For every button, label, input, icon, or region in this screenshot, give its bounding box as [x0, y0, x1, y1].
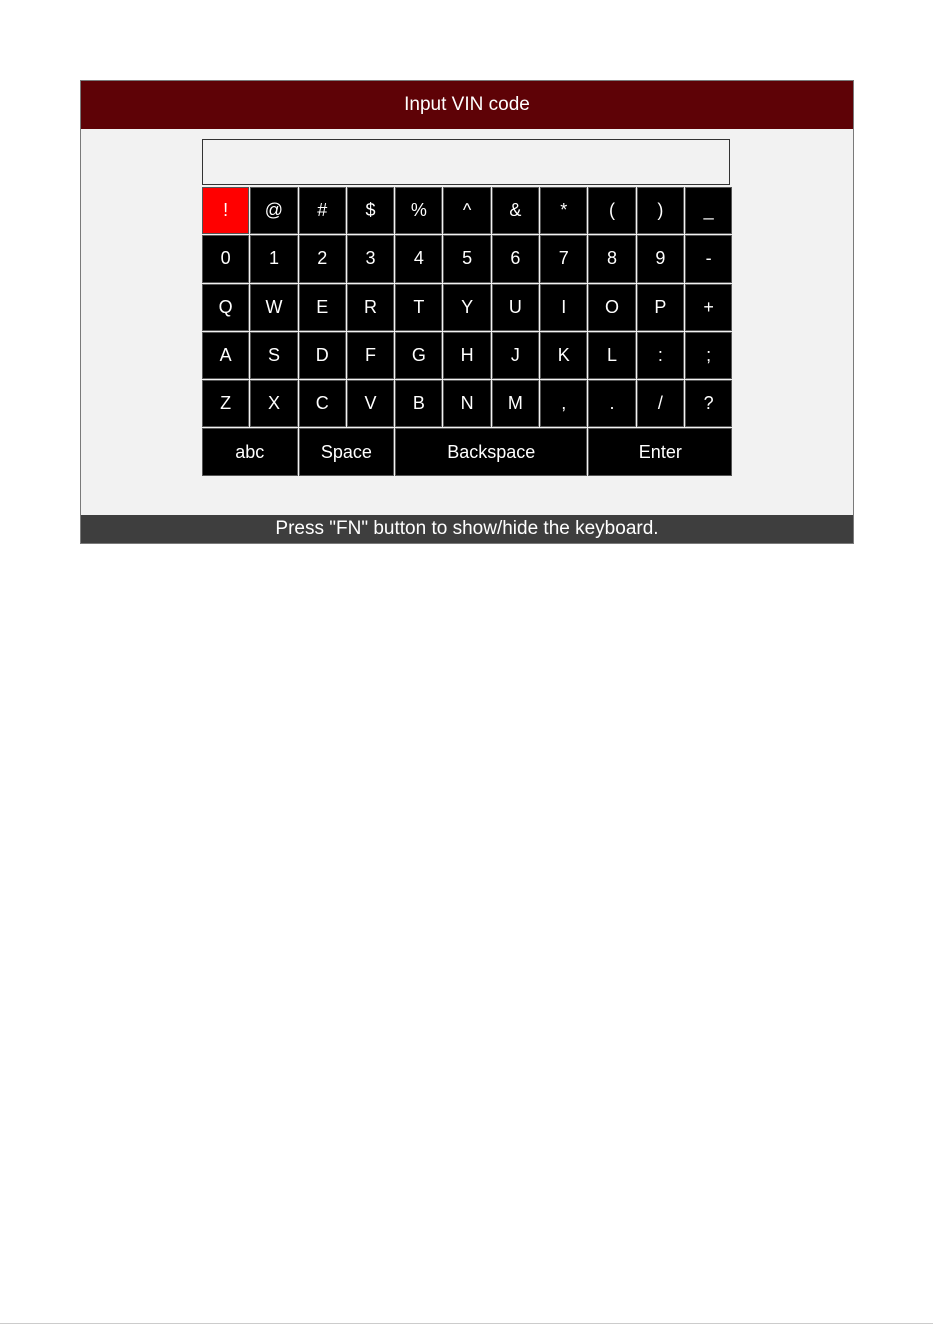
- key[interactable]: 5: [443, 235, 490, 282]
- key[interactable]: O: [588, 284, 635, 331]
- key[interactable]: 4: [395, 235, 442, 282]
- key[interactable]: S: [250, 332, 297, 379]
- key[interactable]: ?: [685, 380, 732, 427]
- status-hint: Press "FN" button to show/hide the keyboard.: [81, 515, 853, 543]
- key[interactable]: 9: [637, 235, 684, 282]
- key-abc[interactable]: abc: [202, 428, 298, 475]
- key[interactable]: 6: [492, 235, 539, 282]
- key[interactable]: +: [685, 284, 732, 331]
- key[interactable]: G: [395, 332, 442, 379]
- key[interactable]: (: [588, 187, 635, 234]
- key[interactable]: Y: [443, 284, 490, 331]
- key[interactable]: L: [588, 332, 635, 379]
- key[interactable]: Z: [202, 380, 249, 427]
- key[interactable]: U: [492, 284, 539, 331]
- key[interactable]: C: [299, 380, 346, 427]
- key[interactable]: 0: [202, 235, 249, 282]
- vin-input-dialog: [80, 80, 854, 544]
- key[interactable]: M: [492, 380, 539, 427]
- key[interactable]: D: [299, 332, 346, 379]
- key[interactable]: -: [685, 235, 732, 282]
- vin-input-field[interactable]: [202, 139, 730, 185]
- key[interactable]: 1: [250, 235, 297, 282]
- key[interactable]: A: [202, 332, 249, 379]
- key[interactable]: T: [395, 284, 442, 331]
- key[interactable]: ^: [443, 187, 490, 234]
- key[interactable]: H: [443, 332, 490, 379]
- key[interactable]: _: [685, 187, 732, 234]
- key[interactable]: 8: [588, 235, 635, 282]
- key[interactable]: $: [347, 187, 394, 234]
- key[interactable]: X: [250, 380, 297, 427]
- key[interactable]: ;: [685, 332, 732, 379]
- key[interactable]: .: [588, 380, 635, 427]
- key[interactable]: B: [395, 380, 442, 427]
- on-screen-keyboard: [202, 187, 733, 477]
- key-space[interactable]: Space: [299, 428, 395, 475]
- key[interactable]: *: [540, 187, 587, 234]
- key[interactable]: !: [202, 187, 249, 234]
- key[interactable]: K: [540, 332, 587, 379]
- key-backspace[interactable]: Backspace: [395, 428, 587, 475]
- key[interactable]: J: [492, 332, 539, 379]
- key[interactable]: 2: [299, 235, 346, 282]
- key[interactable]: 7: [540, 235, 587, 282]
- key[interactable]: /: [637, 380, 684, 427]
- key[interactable]: #: [299, 187, 346, 234]
- key[interactable]: ,: [540, 380, 587, 427]
- key[interactable]: :: [637, 332, 684, 379]
- key[interactable]: I: [540, 284, 587, 331]
- key[interactable]: W: [250, 284, 297, 331]
- key[interactable]: R: [347, 284, 394, 331]
- key-enter[interactable]: Enter: [588, 428, 732, 475]
- key[interactable]: N: [443, 380, 490, 427]
- key[interactable]: F: [347, 332, 394, 379]
- dialog-title: Input VIN code: [81, 81, 853, 129]
- key[interactable]: @: [250, 187, 297, 234]
- key[interactable]: V: [347, 380, 394, 427]
- key[interactable]: Q: [202, 284, 249, 331]
- key[interactable]: P: [637, 284, 684, 331]
- key[interactable]: 3: [347, 235, 394, 282]
- key[interactable]: %: [395, 187, 442, 234]
- key[interactable]: ): [637, 187, 684, 234]
- key[interactable]: &: [492, 187, 539, 234]
- key[interactable]: E: [299, 284, 346, 331]
